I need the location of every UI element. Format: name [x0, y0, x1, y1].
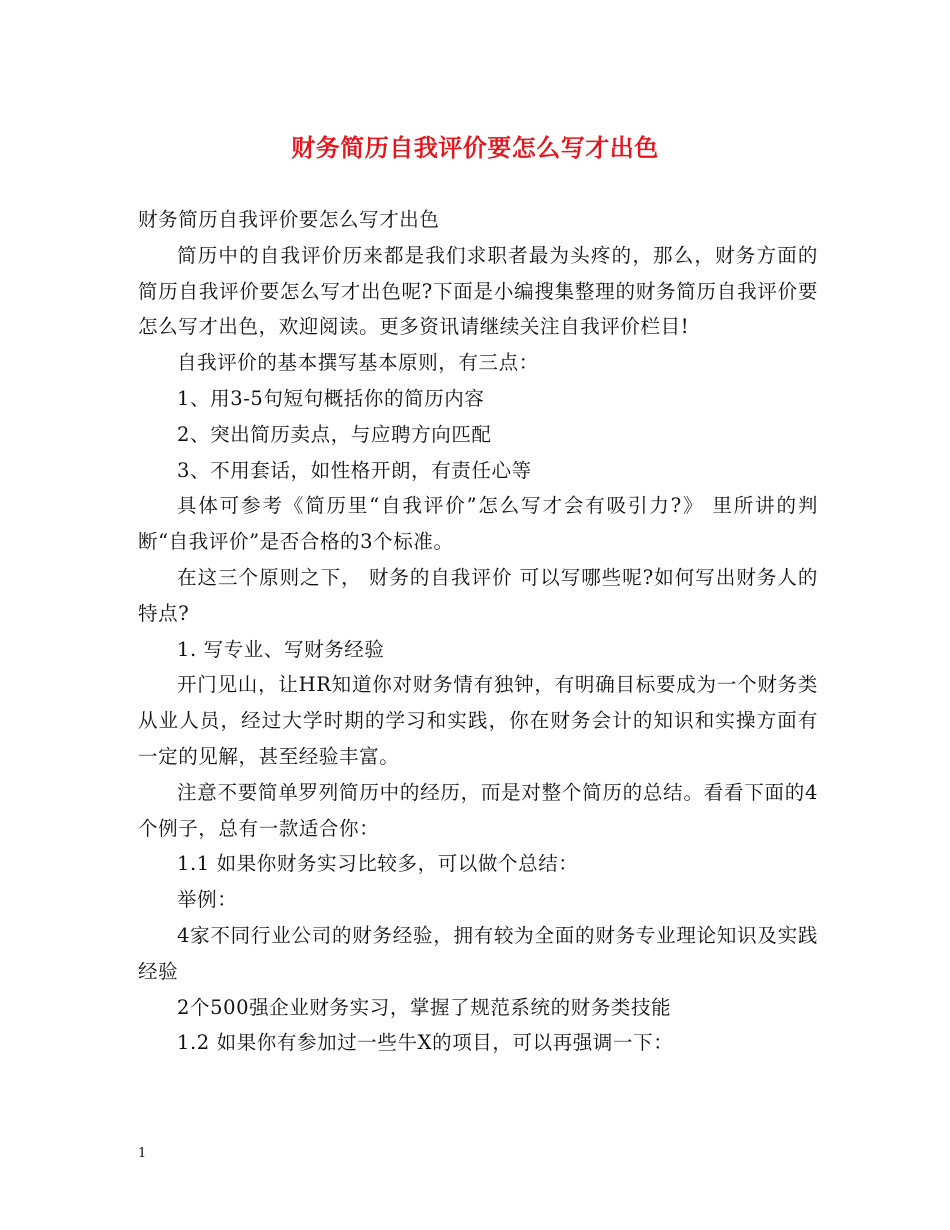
paragraph: 4家不同行业公司的财务经验，拥有较为全面的财务专业理论知识及实践经验: [138, 923, 818, 983]
paragraph: 举例：: [177, 888, 238, 912]
paragraph: 2、突出简历卖点，与应聘方向匹配: [177, 422, 492, 446]
paragraph: 2个500强企业财务实习，掌握了规范系统的财务类技能: [177, 995, 672, 1019]
document-body: [138, 202, 818, 1061]
paragraph: 3、不用套话，如性格开朗，有责任心等: [177, 458, 532, 482]
paragraph: 1. 写专业、写财务经验: [177, 637, 385, 661]
document-title: 财务简历自我评价要怎么写才出色: [291, 133, 659, 162]
paragraph: 自我评价的基本撰写基本原则，有三点：: [177, 351, 539, 375]
page-number: 1: [138, 1146, 147, 1161]
paragraph: 1、用3-5句短句概括你的简历内容: [177, 386, 485, 410]
paragraph: 具体可参考《简历里“自我评价”怎么写才会有吸引力?》 里所讲的判断“自我评价”是否合格的3个标准。: [138, 494, 818, 554]
paragraph: 简历中的自我评价历来都是我们求职者最为头疼的，那么，财务方面的简历自我评价要怎么写才出色呢?下面是小编搜集整理的财务简历自我评价要怎么写才出色，欢迎阅读。更多资讯请继续关注自我评价栏目!: [138, 243, 818, 339]
paragraph: 开门见山，让HR知道你对财务情有独钟，有明确目标要成为一个财务类从业人员，经过大学时期的学习和实践，你在财务会计的知识和实操方面有一定的见解，甚至经验丰富。: [138, 673, 818, 768]
paragraph: 注意不要简单罗列简历中的经历，而是对整个简历的总结。看看下面的4个例子，总有一款适合你：: [138, 780, 818, 840]
paragraph: 在这三个原则之下， 财务的自我评价 可以写哪些呢?如何写出财务人的特点?: [138, 565, 818, 625]
paragraph: 1.2 如果你有参加过一些牛X的项目，可以再强调一下：: [177, 1031, 674, 1055]
paragraph: 1.1 如果你财务实习比较多，可以做个总结：: [177, 852, 579, 876]
paragraph: 财务简历自我评价要怎么写才出色: [138, 208, 440, 231]
